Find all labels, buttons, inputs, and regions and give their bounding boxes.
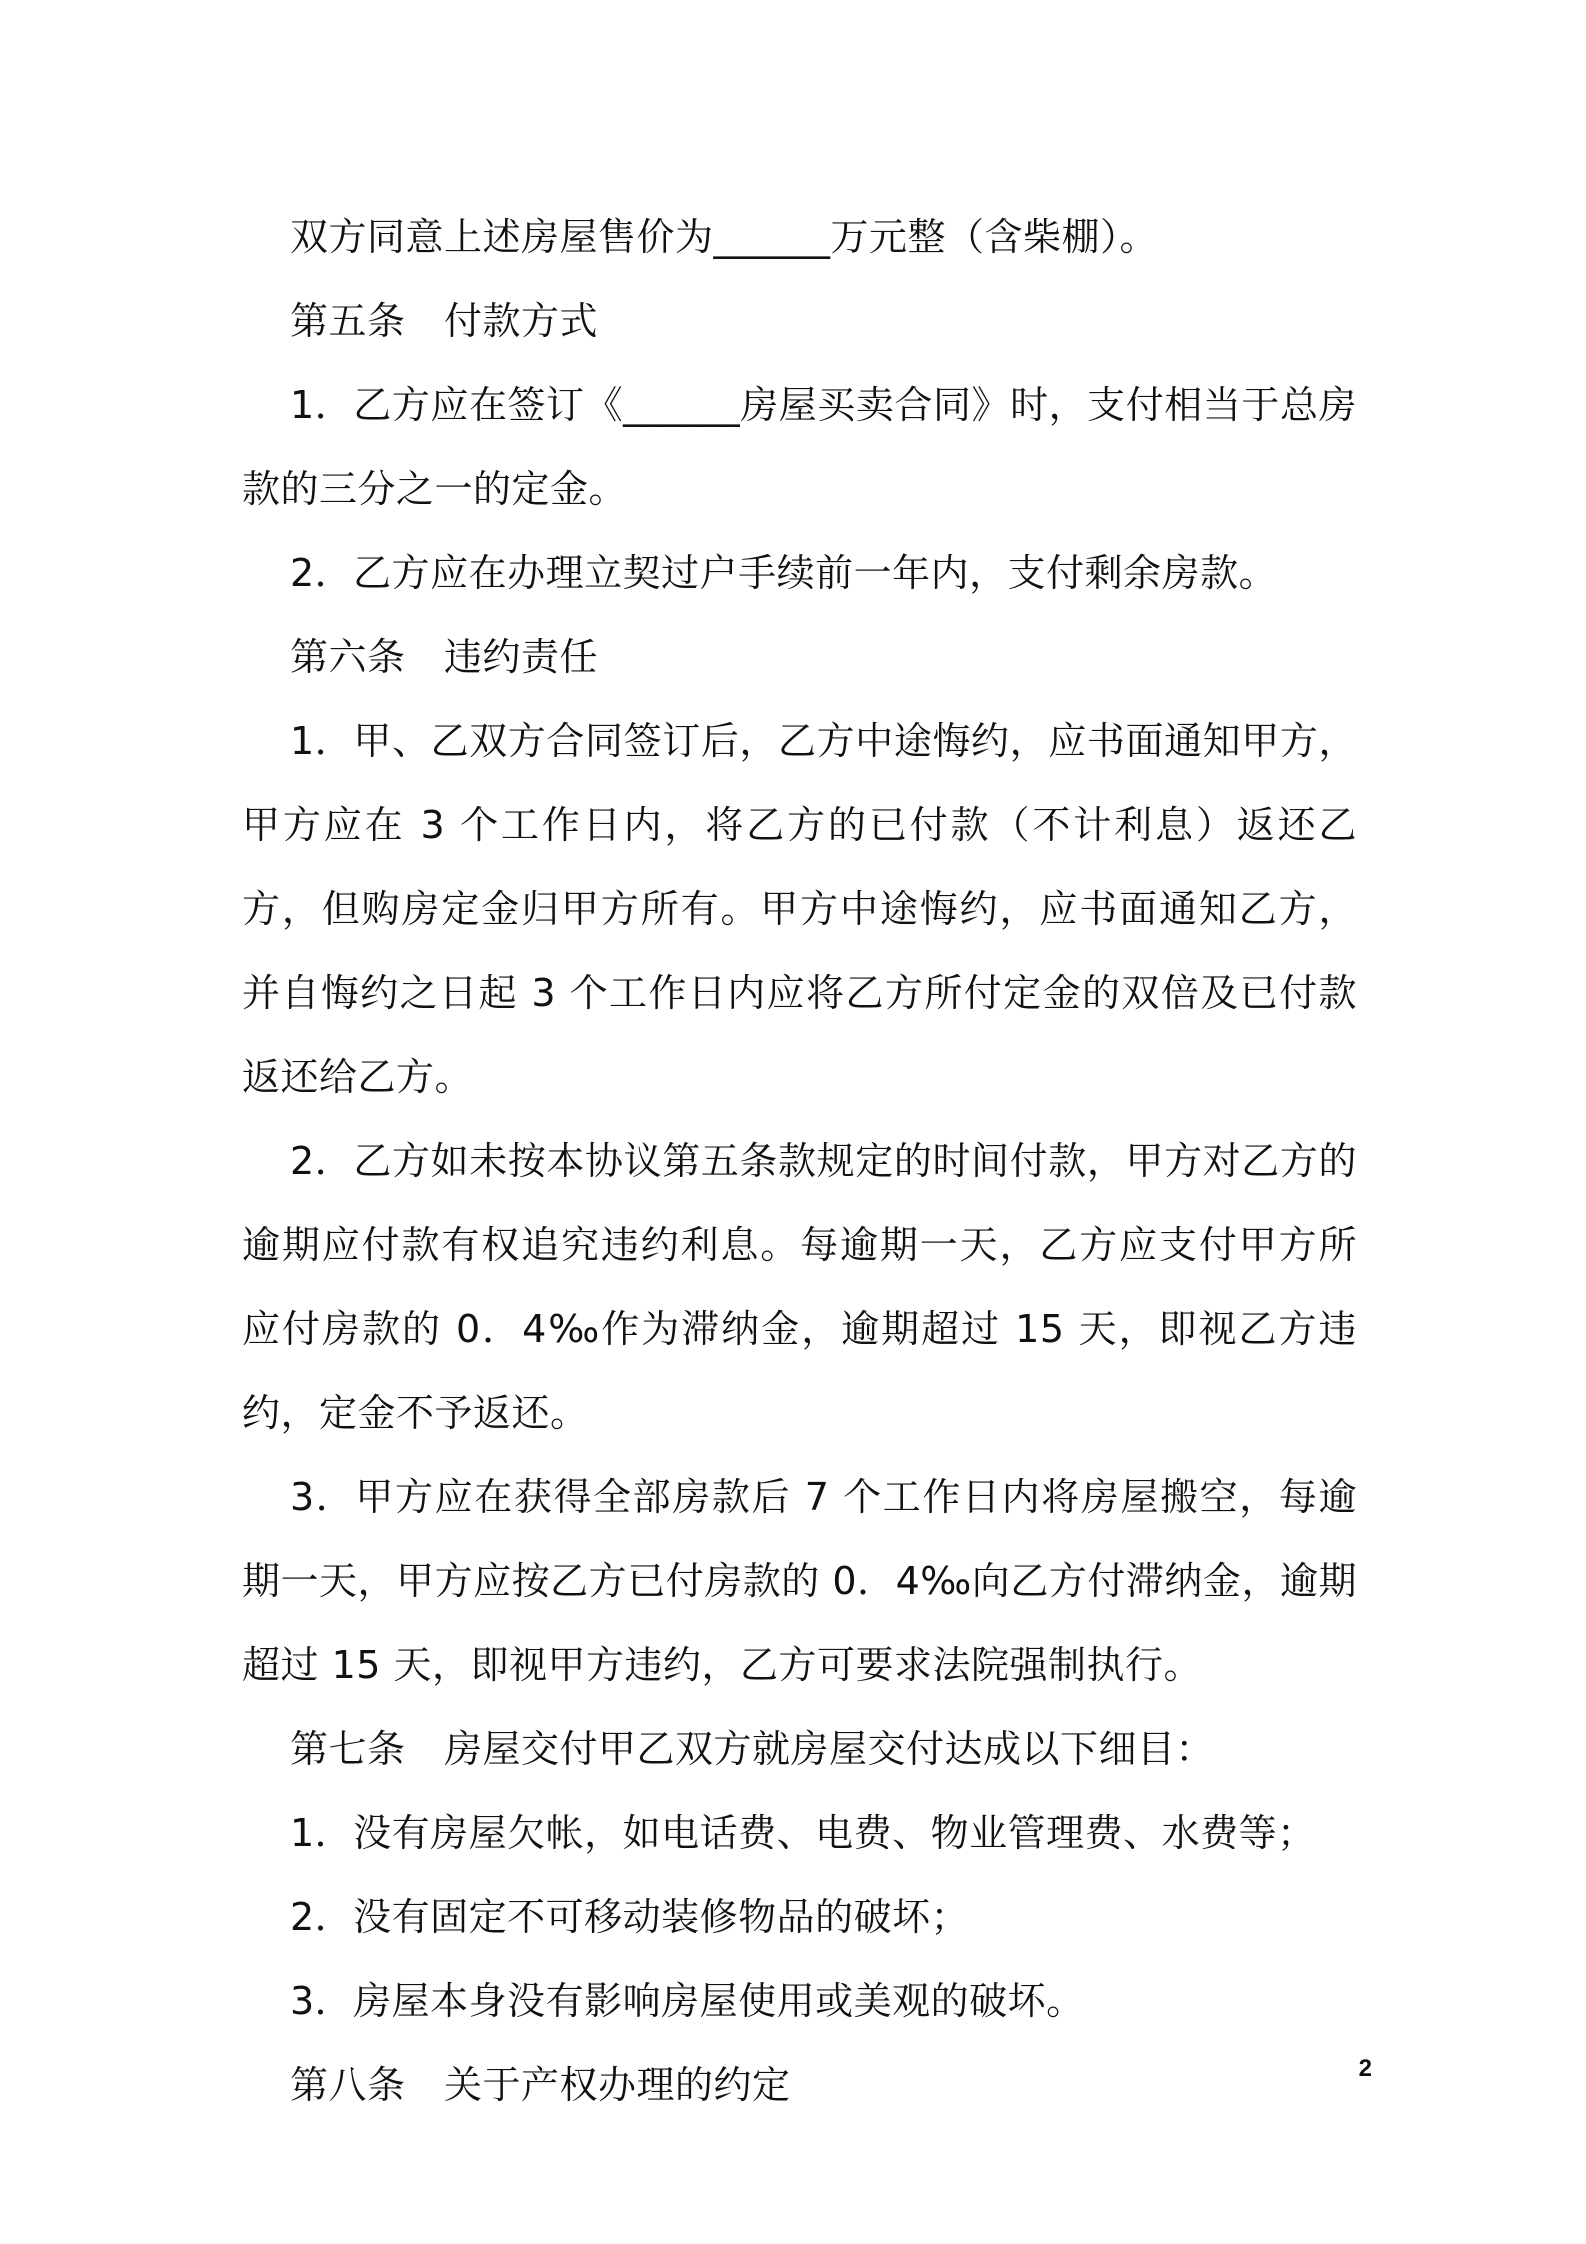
- paragraph-price: 双方同意上述房屋售价为______万元整（含柴棚）。: [290, 215, 1159, 259]
- paragraph-payment-1: 1．乙方应在签订《______房屋买卖合同》时，支付相当于总房款的三分之一的定金。: [242, 383, 1357, 511]
- paragraph-handover-1: 1．没有房屋欠帐，如电话费、电费、物业管理费、水费等；: [290, 1811, 1316, 1855]
- paragraph-handover-3: 3．房屋本身没有影响房屋使用或美观的破坏。: [290, 1979, 1085, 2023]
- heading-article-5: 第五条 付款方式: [290, 299, 599, 343]
- paragraph-payment-2: 2．乙方应在办理立契过户手续前一年内，支付剩余房款。: [290, 551, 1278, 595]
- heading-article-8: 第八条 关于产权办理的约定: [290, 2063, 791, 2107]
- heading-article-7: 第七条 房屋交付甲乙双方就房屋交付达成以下细目：: [290, 1727, 1215, 1771]
- paragraph-breach-2: 2．乙方如未按本协议第五条款规定的时间付款，甲方对乙方的逾期应付款有权追究违约利息。每逾期一天，乙方应支付甲方所应付房款的 0．4‰作为滞纳金，逾期超过 15 天，即视乙方违约，定金不予返还。: [242, 1139, 1357, 1435]
- page-number: 2: [1358, 2055, 1372, 2082]
- heading-article-6: 第六条 违约责任: [290, 635, 599, 679]
- paragraph-handover-2: 2．没有固定不可移动装修物品的破坏；: [290, 1895, 970, 1939]
- paragraph-breach-3: 3．甲方应在获得全部房款后 7 个工作日内将房屋搬空，每逾期一天，甲方应按乙方已付房款的 0．4‰向乙方付滞纳金，逾期超过 15 天，即视甲方违约，乙方可要求法院强制执行。: [242, 1475, 1357, 1687]
- paragraph-breach-1: 1．甲、乙双方合同签订后，乙方中途悔约，应书面通知甲方，甲方应在 3 个工作日内，将乙方的已付款（不计利息）返还乙方，但购房定金归甲方所有。甲方中途悔约，应书面通知乙方，并自悔约之日起 3 个工作日内应将乙方所付定金的双倍及已付款返还给乙方。: [242, 719, 1357, 1099]
- document-body: [242, 195, 1357, 2127]
